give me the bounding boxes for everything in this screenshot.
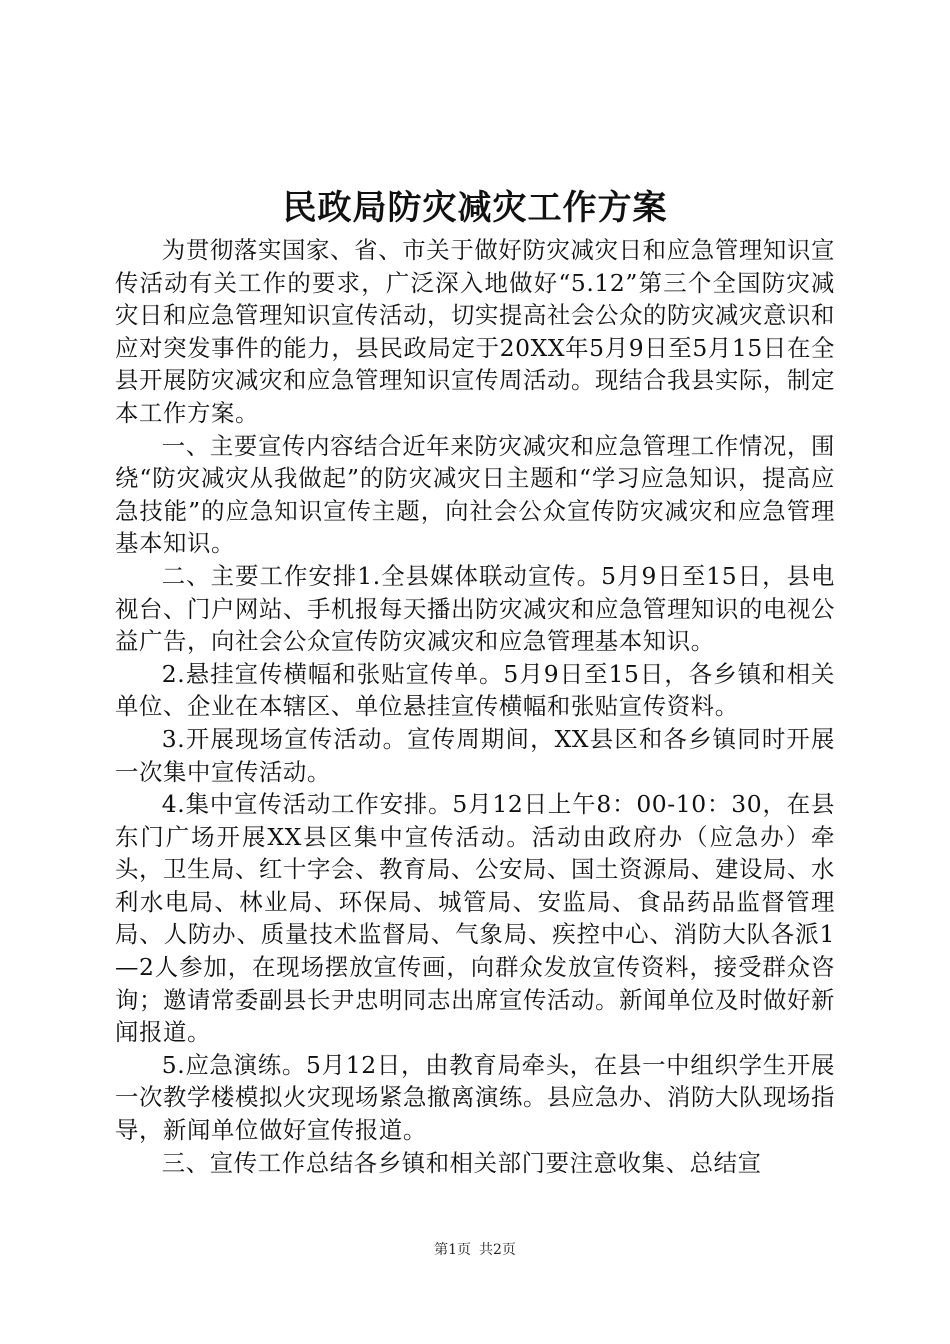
page-total: 共2页 [479, 1242, 516, 1258]
paragraph-item-4: 4.集中宣传活动工作安排。5月12日上午8：00-10：30，在县东门广场开展XX县区集中宣传活动。活动由政府办（应急办）牵头，卫生局、红十字会、教育局、公安局、国土资源局、建设局、水利水电局、林业局、环保局、城管局、安监局、食品药品监督管理局、人防办、质量技术监督局、气象局、疾控中心、消防大队各派1—2人参加，在现场摆放宣传画，向群众发放宣传资料，接受群众咨询；邀请常委副县长尹忠明同志出席宣传活动。新闻单位及时做好新闻报道。 [115, 790, 835, 1047]
document-body [115, 234, 835, 1179]
page-footer [0, 1240, 950, 1260]
paragraph-section-1: 一、主要宣传内容结合近年来防灾减灾和应急管理工作情况，围绕“防灾减灾从我做起”的防灾减灾日主题和“学习应急知识，提高应急技能”的应急知识宣传主题，向社会公众宣传防灾减灾和应急管理基本知识。 [115, 431, 835, 558]
paragraph-section-3: 三、宣传工作总结各乡镇和相关部门要注意收集、总结宣 [161, 1148, 762, 1177]
document-title: 民政局防灾减灾工作方案 [282, 188, 668, 228]
paragraph-intro: 为贯彻落实国家、省、市关于做好防灾减灾日和应急管理知识宣传活动有关工作的要求，广泛深入地做好“5.12”第三个全国防灾减灾日和应急管理知识宣传活动，切实提高社会公众的防灾减灾意识和应对突发事件的能力，县民政局定于20XX年5月9日至5月15日在全县开展防灾减灾和应急管理知识宣传周活动。现结合我县实际，制定本工作方案。 [115, 236, 835, 427]
paragraph-item-5: 5.应急演练。5月12日，由教育局牵头，在县一中组织学生开展一次教学楼模拟火灾现场紧急撤离演练。县应急办、消防大队现场指导，新闻单位做好宣传报道。 [115, 1050, 835, 1145]
page-number: 第1页 [434, 1242, 471, 1258]
paragraph-section-2: 二、主要工作安排1.全县媒体联动宣传。5月9日至15日，县电视台、门户网站、手机报每天播出防灾减灾和应急管理知识的电视公益广告，向社会公众宣传防灾减灾和应急管理基本知识。 [115, 561, 835, 656]
paragraph-item-2: 2.悬挂宣传横幅和张贴宣传单。5月9日至15日，各乡镇和相关单位、企业在本辖区、单位悬挂宣传横幅和张贴宣传资料。 [115, 659, 835, 721]
paragraph-item-3: 3.开展现场宣传活动。宣传周期间，XX县区和各乡镇同时开展一次集中宣传活动。 [115, 724, 835, 786]
